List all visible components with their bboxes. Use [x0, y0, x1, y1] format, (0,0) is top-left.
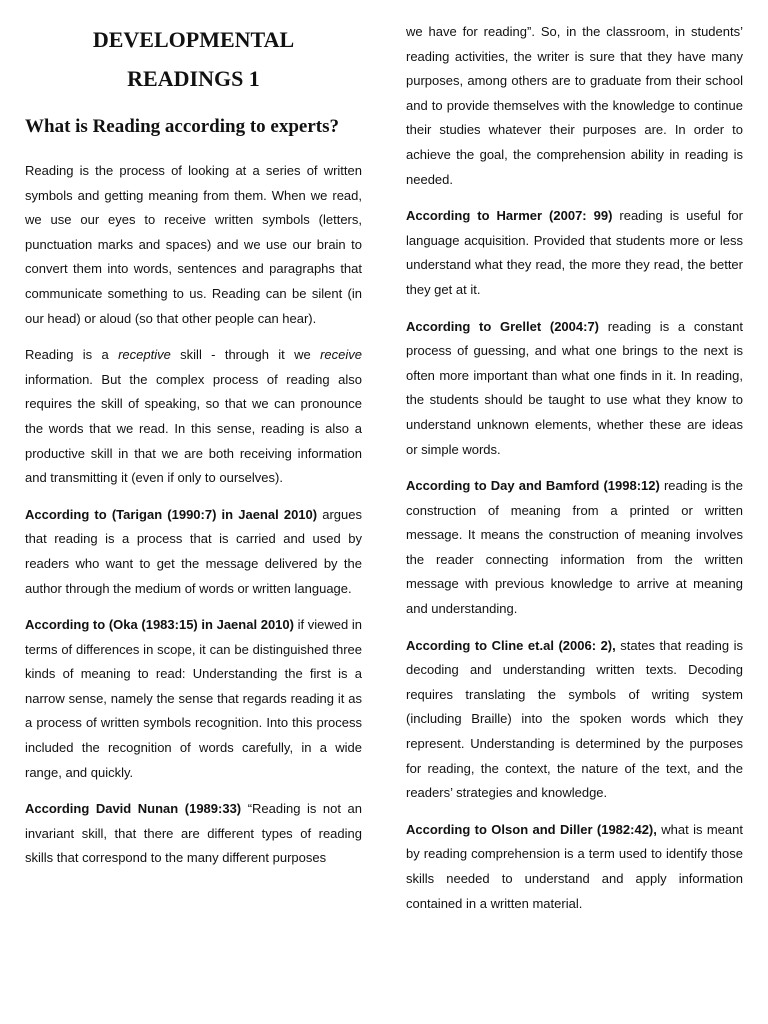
paragraph-definition: Reading is the process of looking at a series of written symbols and getting meaning from them. When we read, we use our eyes to receive written symbols (letters, punctuation marks and spaces) and we use our brain to convert them into words, sentences and paragraphs that communicate something to us. Reading can be silent (in our head) or aloud (so that other people can hear). [25, 163, 362, 326]
citation-nunan: According David Nunan (1989:33) [25, 801, 242, 817]
paragraph-olson-diller: According to Olson and Diller (1982:42), what is meant by reading comprehension is a term used to identify those skills needed to understand and apply information contained in a written material. [406, 821, 743, 911]
citation-cline: According to Cline et.al (2006: 2), [406, 637, 616, 653]
paragraph-harmer: According to Harmer (2007: 99) reading is useful for language acquisition. Provided that students more or less understand what they read, the more they read, the better they get at it. [406, 208, 743, 297]
paragraph-nunan-continued: we have for reading”. So, in the classroom, in students’ reading activities, the writer is sure that they have many purposes, among others are to graduate from their school and to provide themselves with the knowledge to continue their studies whatever their purposes are. In order to achieve the goal, the comprehension ability in reading is needed. [406, 24, 743, 187]
citation-harmer: According to Harmer (2007: 99) [406, 208, 613, 224]
citation-olson-diller: According to Olson and Diller (1982:42), [406, 821, 657, 837]
term-receive: receive [320, 347, 362, 363]
right-column [406, 0, 743, 928]
paragraph-nunan: According David Nunan (1989:33) “Reading is not an invariant skill, that there are different types of reading skills that correspond to the many different purposes [25, 801, 363, 866]
left-column [25, 0, 362, 883]
paragraph-day-bamford: According to Day and Bamford (1998:12) reading is the construction of meaning from a printed or written message. It means the construction of meaning involves the reader connecting information from the written message with previous knowledge to arrive at meaning and understanding. [406, 478, 743, 617]
paragraph-oka: According to (Oka (1983:15) in Jaenal 2010) if viewed in terms of differences in scope, it can be distinguished three kinds of meaning to read: Understanding the first is a narrow sense, namely the sense that regards reading it as a process of written symbols recognition. Into this process included the recognition of words carefully, in a wide range, and quickly. [25, 617, 362, 780]
title-line-2: READINGS 1 [127, 66, 260, 91]
term-receptive: receptive [118, 347, 171, 363]
citation-grellet: According to Grellet (2004:7) [406, 318, 600, 334]
paragraph-receptive-skill: Reading is a receptive skill - through it we receive information. But the complex process of reading also requires the skill of speaking, so that we can pronounce the words that we read. In this sense, reading is also a productive skill in that we are both receiving information and transmitting it (even if only to ourselves). [25, 347, 362, 486]
citation-day-bamford: According to Day and Bamford (1998:12) [406, 478, 660, 494]
title-line-1: DEVELOPMENTAL [92, 27, 295, 52]
document-title [25, 20, 362, 98]
paragraph-cline: According to Cline et.al (2006: 2), states that reading is decoding and understanding written texts. Decoding requires translating the symbols of writing system (including Braille) into the spoken words which they represent. Understanding is determined by the purposes for reading, the context, the nature of the text, and the readers’ strategies and knowledge. [406, 637, 743, 801]
paragraph-tarigan: According to (Tarigan (1990:7) in Jaenal 2010) argues that reading is a process that is carried and used by readers who want to get the message delivered by the author through the medium of words or written language. [25, 506, 362, 596]
citation-tarigan: According to (Tarigan (1990:7) in Jaenal 2010) [25, 506, 318, 522]
citation-oka: According to (Oka (1983:15) in Jaenal 2010) [25, 617, 294, 633]
section-heading: What is Reading according to experts? [25, 116, 340, 137]
paragraph-grellet: According to Grellet (2004:7) reading is a constant process of guessing, and what one brings to the next is often more important than what one finds in it. In reading, the students should be taught to use what they know to understand unknown elements, whether these are ideas or simple words. [406, 318, 743, 457]
